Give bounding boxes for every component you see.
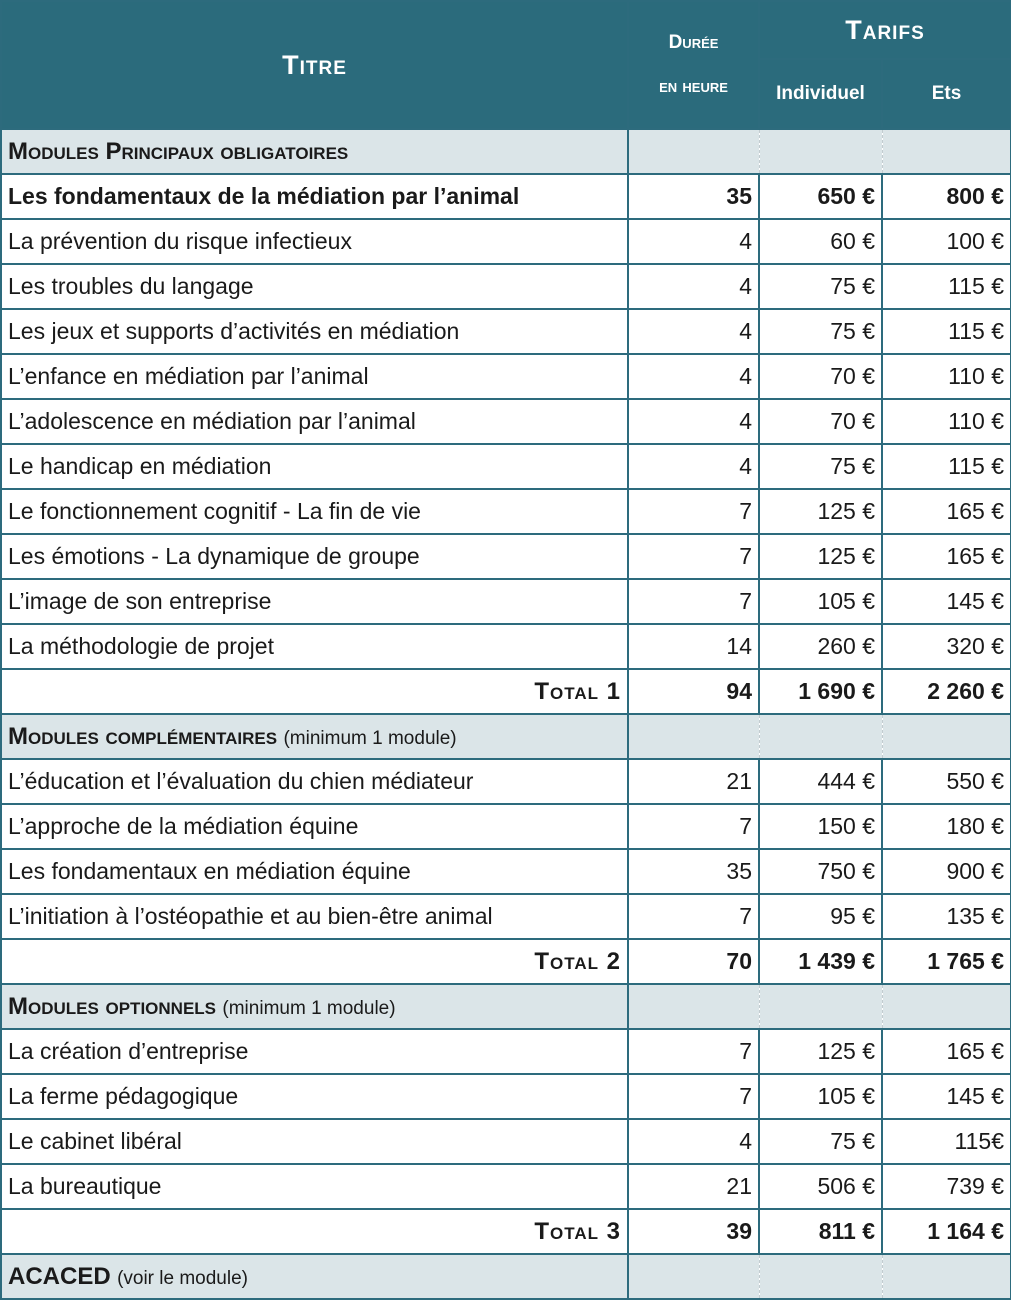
total-duree: 94 — [628, 669, 759, 714]
total-row — [1, 939, 1011, 984]
cell-ets: 115 € — [882, 309, 1011, 354]
section-note: (minimum 1 module) — [222, 997, 396, 1019]
section-name: ACACED — [8, 1262, 111, 1290]
cell-ets: 900 € — [882, 849, 1011, 894]
total-individuel: 811 € — [759, 1209, 882, 1254]
cell-ets: 180 € — [882, 804, 1011, 849]
cell-title: Les émotions - La dynamique de groupe — [1, 534, 628, 579]
table-row — [1, 174, 1011, 219]
cell-duree: 35 — [628, 849, 759, 894]
cell-individuel: 125 € — [759, 1029, 882, 1074]
cell-duree: 7 — [628, 489, 759, 534]
section-row — [1, 129, 1011, 174]
cell-title: L’adolescence en médiation par l’animal — [1, 399, 628, 444]
cell-duree: 4 — [628, 309, 759, 354]
section-row — [1, 1254, 1011, 1299]
cell-individuel: 150 € — [759, 804, 882, 849]
cell-individuel: 75 € — [759, 444, 882, 489]
section-empty-cell — [882, 984, 1011, 1029]
cell-duree: 4 — [628, 264, 759, 309]
cell-title: L’image de son entreprise — [1, 579, 628, 624]
cell-title: Les troubles du langage — [1, 264, 628, 309]
total-label: Total 2 — [1, 939, 628, 984]
section-note: (voir le module) — [117, 1267, 248, 1289]
cell-ets: 115 € — [882, 444, 1011, 489]
cell-title: La bureautique — [1, 1164, 628, 1209]
section-empty-cell — [628, 129, 759, 174]
cell-duree: 4 — [628, 444, 759, 489]
table-row — [1, 354, 1011, 399]
cell-duree: 7 — [628, 579, 759, 624]
cell-title: La ferme pédagogique — [1, 1074, 628, 1119]
table-row — [1, 804, 1011, 849]
table-row — [1, 759, 1011, 804]
section-empty-cell — [882, 129, 1011, 174]
cell-ets: 165 € — [882, 1029, 1011, 1074]
cell-duree: 4 — [628, 354, 759, 399]
section-empty-cell — [759, 984, 882, 1029]
cell-duree: 7 — [628, 1074, 759, 1119]
cell-individuel: 75 € — [759, 1119, 882, 1164]
header-duration-line1: Durée — [668, 32, 719, 53]
header-duration — [628, 1, 759, 129]
cell-individuel: 444 € — [759, 759, 882, 804]
total-row — [1, 669, 1011, 714]
section-row — [1, 984, 1011, 1029]
cell-individuel: 60 € — [759, 219, 882, 264]
cell-ets: 800 € — [882, 174, 1011, 219]
cell-title: L’initiation à l’ostéopathie et au bien-être animal — [1, 894, 628, 939]
section-row — [1, 714, 1011, 759]
cell-title: Le handicap en médiation — [1, 444, 628, 489]
table-header — [1, 1, 1011, 129]
cell-title: La méthodologie de projet — [1, 624, 628, 669]
table-row — [1, 624, 1011, 669]
cell-ets: 100 € — [882, 219, 1011, 264]
table-row — [1, 1074, 1011, 1119]
cell-individuel: 260 € — [759, 624, 882, 669]
table-row — [1, 894, 1011, 939]
section-title-cell — [1, 129, 628, 174]
cell-duree: 7 — [628, 804, 759, 849]
header-tarifs: Tarifs — [759, 1, 1011, 59]
cell-individuel: 105 € — [759, 579, 882, 624]
table-row — [1, 399, 1011, 444]
cell-ets: 165 € — [882, 534, 1011, 579]
cell-duree: 21 — [628, 1164, 759, 1209]
cell-individuel: 70 € — [759, 399, 882, 444]
cell-title: L’éducation et l’évaluation du chien médiateur — [1, 759, 628, 804]
cell-title: Le fonctionnement cognitif - La fin de vie — [1, 489, 628, 534]
section-empty-cell — [628, 714, 759, 759]
table-row — [1, 1029, 1011, 1074]
cell-individuel: 750 € — [759, 849, 882, 894]
section-empty-cell — [628, 1254, 759, 1299]
header-ets: Ets — [882, 59, 1011, 129]
cell-individuel: 105 € — [759, 1074, 882, 1119]
cell-title: La prévention du risque infectieux — [1, 219, 628, 264]
cell-ets: 115€ — [882, 1119, 1011, 1164]
section-empty-cell — [628, 984, 759, 1029]
cell-individuel: 75 € — [759, 264, 882, 309]
section-name: Modules Principaux obligatoires — [8, 137, 349, 165]
table-row — [1, 1119, 1011, 1164]
cell-individuel: 506 € — [759, 1164, 882, 1209]
section-empty-cell — [759, 129, 882, 174]
cell-title: Les fondamentaux de la médiation par l’animal — [1, 174, 628, 219]
cell-individuel: 650 € — [759, 174, 882, 219]
section-empty-cell — [882, 1254, 1011, 1299]
cell-title: Les jeux et supports d’activités en médiation — [1, 309, 628, 354]
cell-duree: 4 — [628, 219, 759, 264]
section-empty-cell — [759, 714, 882, 759]
total-duree: 70 — [628, 939, 759, 984]
total-ets: 1 765 € — [882, 939, 1011, 984]
section-title-cell — [1, 1254, 628, 1299]
cell-individuel: 75 € — [759, 309, 882, 354]
total-label: Total 1 — [1, 669, 628, 714]
section-title-cell — [1, 984, 628, 1029]
cell-duree: 7 — [628, 534, 759, 579]
cell-ets: 135 € — [882, 894, 1011, 939]
cell-ets: 110 € — [882, 399, 1011, 444]
total-individuel: 1 439 € — [759, 939, 882, 984]
table-row — [1, 579, 1011, 624]
total-ets: 2 260 € — [882, 669, 1011, 714]
table-row — [1, 849, 1011, 894]
table-row — [1, 309, 1011, 354]
cell-individuel: 70 € — [759, 354, 882, 399]
cell-duree: 35 — [628, 174, 759, 219]
cell-individuel: 95 € — [759, 894, 882, 939]
section-name: Modules optionnels — [8, 992, 217, 1020]
cell-ets: 165 € — [882, 489, 1011, 534]
header-individuel: Individuel — [759, 59, 882, 129]
section-name: Modules complémentaires — [8, 722, 278, 750]
cell-ets: 550 € — [882, 759, 1011, 804]
table-row — [1, 264, 1011, 309]
cell-duree: 7 — [628, 894, 759, 939]
cell-title: L’approche de la médiation équine — [1, 804, 628, 849]
cell-duree: 4 — [628, 399, 759, 444]
cell-duree: 21 — [628, 759, 759, 804]
total-row — [1, 1209, 1011, 1254]
section-note: (minimum 1 module) — [283, 727, 457, 749]
table-row — [1, 489, 1011, 534]
cell-ets: 320 € — [882, 624, 1011, 669]
table-row — [1, 534, 1011, 579]
total-label: Total 3 — [1, 1209, 628, 1254]
section-title-cell — [1, 714, 628, 759]
cell-ets: 115 € — [882, 264, 1011, 309]
cell-ets: 739 € — [882, 1164, 1011, 1209]
header-duration-line2: en heure — [659, 76, 728, 97]
header-title: Titre — [1, 1, 628, 129]
cell-title: La création d’entreprise — [1, 1029, 628, 1074]
total-ets: 1 164 € — [882, 1209, 1011, 1254]
total-duree: 39 — [628, 1209, 759, 1254]
table-row — [1, 219, 1011, 264]
cell-title: Le cabinet libéral — [1, 1119, 628, 1164]
section-empty-cell — [882, 714, 1011, 759]
cell-title: L’enfance en médiation par l’animal — [1, 354, 628, 399]
cell-title: Les fondamentaux en médiation équine — [1, 849, 628, 894]
total-individuel: 1 690 € — [759, 669, 882, 714]
cell-individuel: 125 € — [759, 534, 882, 579]
section-empty-cell — [759, 1254, 882, 1299]
cell-individuel: 125 € — [759, 489, 882, 534]
cell-duree: 4 — [628, 1119, 759, 1164]
table-row — [1, 444, 1011, 489]
cell-duree: 14 — [628, 624, 759, 669]
cell-ets: 145 € — [882, 1074, 1011, 1119]
cell-duree: 7 — [628, 1029, 759, 1074]
table-row — [1, 1164, 1011, 1209]
table-body — [1, 129, 1011, 1299]
cell-ets: 145 € — [882, 579, 1011, 624]
cell-ets: 110 € — [882, 354, 1011, 399]
